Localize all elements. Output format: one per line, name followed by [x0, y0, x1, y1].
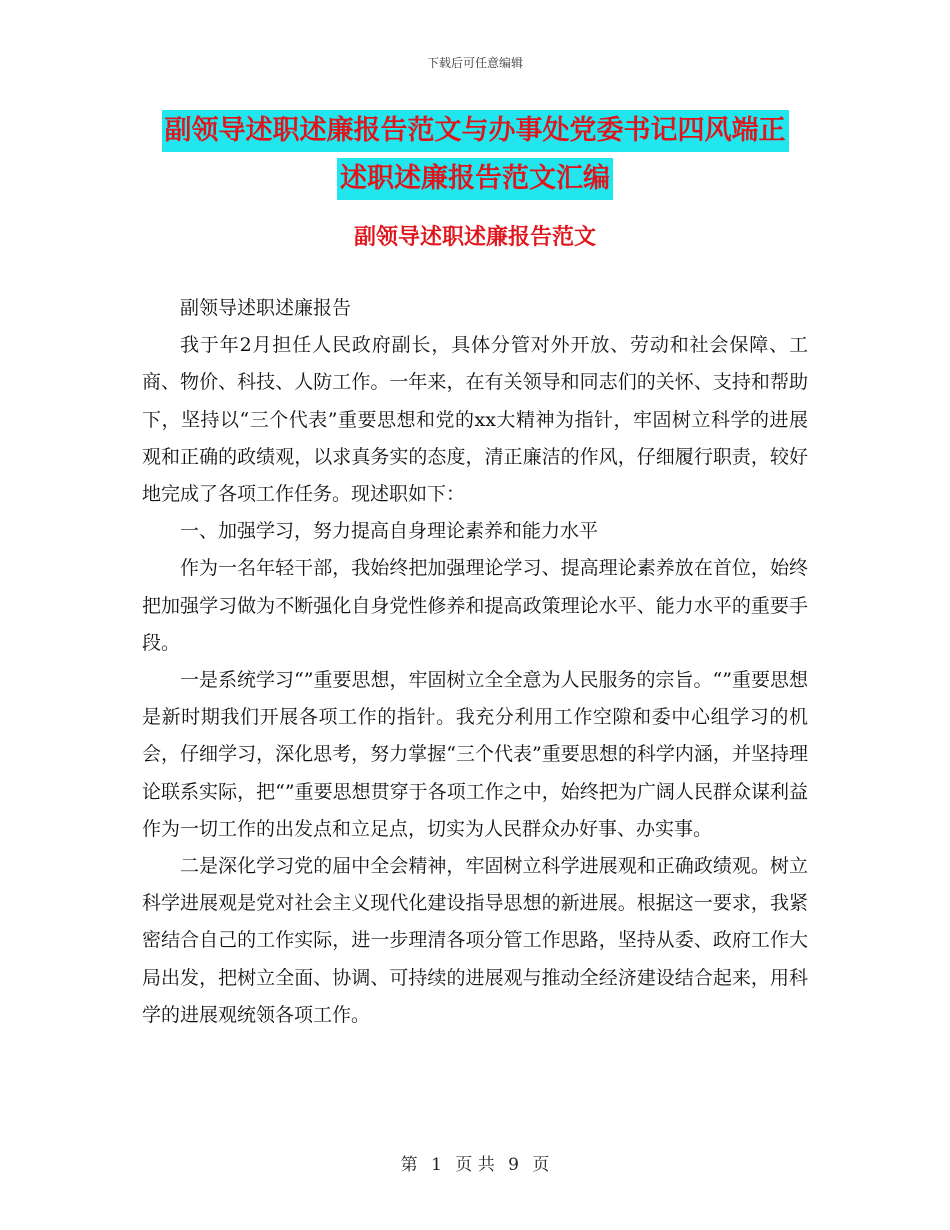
paragraph: 作为一名年轻干部，我始终把加强理论学习、提高理论素养放在首位，始终把加强学习做为不断强化自身党性修养和提高政策理论水平、能力水平的重要手段。: [142, 557, 808, 654]
footer-middle: 页 共: [455, 1155, 495, 1175]
paragraph: 副领导述职述廉报告: [180, 297, 352, 319]
footer-prefix: 第: [400, 1155, 418, 1175]
body-text: [142, 290, 808, 1034]
paragraph: 我于年2月担任人民政府副长，具体分管对外开放、劳动和社会保障、工商、物价、科技、人防工作。一年来，在有关领导和同志们的关怀、支持和帮助下，坚持以“三个代表”重要思想和党的xx大精神为指针，牢固树立科学的进展观和正确的政绩观，以求真务实的态度，清正廉洁的作风，仔细履行职责，较好地完成了各项工作任务。现述职如下：: [142, 334, 808, 506]
page-footer: [0, 1150, 950, 1175]
paragraph: 一、加强学习，努力提高自身理论素养和能力水平: [180, 520, 599, 543]
total-pages-number: 9: [508, 1155, 519, 1175]
title-line-1: 副领导述职述廉报告范文与办事处党委书记四风端正: [162, 110, 789, 152]
footer-suffix: 页: [532, 1155, 550, 1175]
paragraph: 二是深化学习党的届中全会精神，牢固树立科学进展观和正确政绩观。树立科学进展观是党对社会主义现代化建设指导思想的新进展。根据这一要求，我紧密结合自己的工作实际，进一步理清各项分管工作思路，坚持从委、政府工作大局出发，把树立全面、协调、可持续的进展观与推动全经济建设结合起来，用科学的进展观统领各项工作。: [142, 855, 808, 1026]
document-title: [0, 110, 950, 200]
title-line-2: 述职述廉报告范文汇编: [337, 158, 613, 200]
current-page-number: 1: [431, 1155, 442, 1175]
section-title: 副领导述职述廉报告范文: [353, 224, 596, 250]
paragraph: 一是系统学习“”重要思想，牢固树立全全意为人民服务的宗旨。“”重要思想是新时期我们开展各项工作的指针。我充分利用工作空隙和委中心组学习的机会，仔细学习，深化思考，努力掌握“三个代表”重要思想的科学内涵，并坚持理论联系实际，把“”重要思想贯穿于各项工作之中，始终把为广阔人民群众谋利益作为一切工作的出发点和立足点，切实为人民群众办好事、办实事。: [142, 669, 808, 840]
header-note: 下载后可任意编辑: [426, 56, 523, 70]
